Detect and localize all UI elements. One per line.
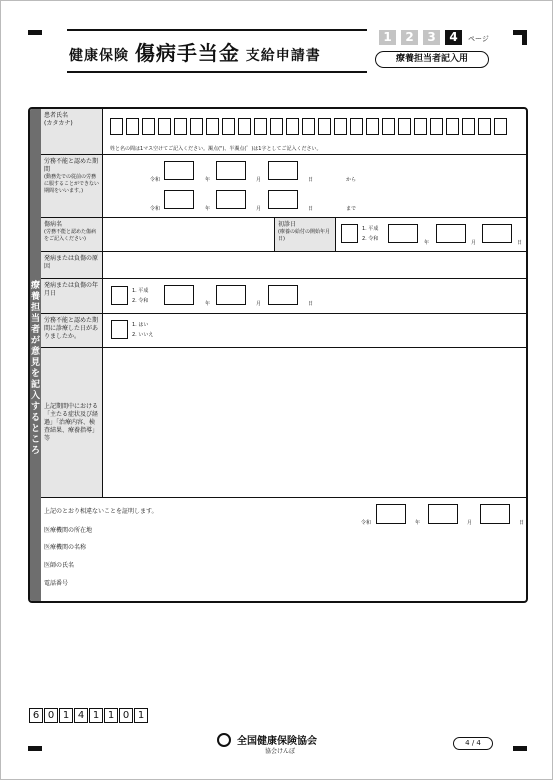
- from-day-field[interactable]: [268, 161, 298, 180]
- form-type-badge: 療養担当者記入用: [375, 51, 489, 68]
- kana-box[interactable]: [398, 118, 411, 135]
- unit-month: 月: [256, 177, 262, 183]
- unit-month: 月: [256, 301, 262, 307]
- kana-box[interactable]: [126, 118, 139, 135]
- form-code-digit: 1: [104, 708, 118, 723]
- unit-year: 年: [205, 301, 211, 307]
- sidebar: [30, 109, 41, 601]
- patient-name-kana-field[interactable]: [110, 109, 520, 141]
- kana-box[interactable]: [414, 118, 427, 135]
- page-title: [69, 37, 321, 66]
- unit-day: 日: [308, 177, 314, 183]
- kana-box[interactable]: [142, 118, 155, 135]
- title-prefix: 健康保険: [69, 48, 129, 64]
- cert-year-field[interactable]: [376, 504, 406, 524]
- kana-box[interactable]: [302, 118, 315, 135]
- page-tab-2: 2: [401, 30, 418, 45]
- institution-name-label: 医療機関の名称: [44, 544, 87, 551]
- injury-month-field[interactable]: [216, 285, 246, 305]
- form-frame: [28, 107, 528, 603]
- to-month-field[interactable]: [216, 190, 246, 209]
- page-tab-4-active: 4: [445, 30, 462, 45]
- visit-label-cell: [41, 314, 103, 347]
- unit-year: 年: [415, 520, 421, 526]
- row-divider: [41, 278, 528, 279]
- period-sublabel: (動務先での従前の労務に服することができない期間をいいます。): [44, 174, 100, 194]
- kana-box[interactable]: [174, 118, 187, 135]
- page-tab-3: 3: [423, 30, 440, 45]
- form-code-digit: 0: [44, 708, 58, 723]
- onset-sublabel: (療養の給付の開始年月日): [278, 229, 330, 242]
- row-divider: [41, 154, 528, 155]
- unit-day: 日: [517, 240, 523, 246]
- form-code-digit: 1: [134, 708, 148, 723]
- injury-year-field[interactable]: [164, 285, 194, 305]
- form-code-digit: 4: [74, 708, 88, 723]
- kana-box[interactable]: [366, 118, 379, 135]
- form-code-digit: 0: [119, 708, 133, 723]
- course-field[interactable]: [104, 348, 528, 497]
- registration-mark-top-left: [28, 30, 42, 35]
- cause-field[interactable]: [104, 252, 528, 278]
- registration-mark-top-right: [522, 30, 527, 45]
- title-suffix: 支給申請書: [245, 48, 321, 64]
- kana-box[interactable]: [286, 118, 299, 135]
- from-month-field[interactable]: [216, 161, 246, 180]
- era-reiwa: 令和: [150, 177, 161, 183]
- cert-day-field[interactable]: [480, 504, 510, 524]
- kana-box[interactable]: [110, 118, 123, 135]
- onset-year-field[interactable]: [388, 224, 418, 243]
- from-label: から: [346, 177, 357, 183]
- onset-label: 初診日: [278, 221, 297, 228]
- period-label: 労務不能と認めた期間: [44, 158, 99, 173]
- era-reiwa: 令和: [361, 520, 372, 526]
- institution-address-label: 医療機関の所在地: [44, 527, 93, 534]
- unit-day: 日: [308, 301, 314, 307]
- injury-day-field[interactable]: [268, 285, 298, 305]
- unit-month: 月: [256, 206, 262, 212]
- era-option-heisei: 1. 平成: [362, 226, 379, 232]
- answer-no: 2. いいえ: [132, 332, 154, 338]
- course-label-cell: [41, 348, 103, 497]
- certification-statement: 上記のとおり相違ないことを証明します。: [44, 508, 158, 515]
- organization-name: 全国健康保険協会: [237, 736, 317, 747]
- era-option-reiwa: 2. 令和: [132, 298, 149, 304]
- form-code-digit: 1: [89, 708, 103, 723]
- form-code-digit: 1: [59, 708, 73, 723]
- disease-label-cell: [41, 218, 103, 251]
- page-label: ページ: [468, 35, 489, 43]
- cert-month-field[interactable]: [428, 504, 458, 524]
- onset-day-field[interactable]: [482, 224, 512, 243]
- unit-year: 年: [205, 206, 211, 212]
- name-entry-note: 姓と名の間は1マス空けてご記入ください。濁点(")、半濁点(゜)は1字としてご記入ください。: [110, 146, 322, 152]
- course-label: 上記期間中における「主たる症状及び経過」「治療内容、検査結果、療養指導」等: [44, 403, 99, 442]
- era-reiwa: 令和: [150, 206, 161, 212]
- kana-box[interactable]: [222, 118, 235, 135]
- organization-logo-icon: [217, 733, 231, 747]
- to-day-field[interactable]: [268, 190, 298, 209]
- unit-day: 日: [308, 206, 314, 212]
- unit-year: 年: [205, 177, 211, 183]
- onset-era-field[interactable]: [341, 224, 358, 243]
- kana-box[interactable]: [478, 118, 491, 135]
- title-main: 傷病手当金: [134, 41, 240, 65]
- kana-box[interactable]: [430, 118, 443, 135]
- kana-box[interactable]: [350, 118, 363, 135]
- disease-sublabel: (労務不能と認めた傷病をご記入ください): [44, 229, 96, 242]
- sidebar-vertical-text: 療養担当者が意見を記入するところ: [30, 281, 40, 456]
- row-divider: [41, 313, 528, 314]
- kana-box[interactable]: [206, 118, 219, 135]
- kana-box[interactable]: [382, 118, 395, 135]
- visit-answer-field[interactable]: [111, 320, 128, 339]
- injury-date-label: 発病または負傷の年月日: [44, 282, 99, 297]
- onset-label-cell: [274, 218, 336, 251]
- answer-yes: 1. はい: [132, 322, 149, 328]
- to-label: まで: [346, 206, 357, 212]
- kana-box[interactable]: [494, 118, 507, 135]
- kana-box[interactable]: [446, 118, 459, 135]
- period-label-cell: [41, 155, 103, 217]
- disease-field[interactable]: [104, 218, 274, 251]
- kana-box[interactable]: [254, 118, 267, 135]
- phone-number-label: 電話番号: [44, 580, 69, 587]
- page-number: 4 / 4: [453, 737, 493, 750]
- patient-name-label: 患者氏名: [44, 112, 69, 119]
- unit-day: 日: [519, 520, 525, 526]
- to-year-field[interactable]: [164, 190, 194, 209]
- era-option-heisei: 1. 平成: [132, 288, 149, 294]
- patient-name-label-cell: [41, 109, 103, 154]
- kana-box[interactable]: [190, 118, 203, 135]
- injury-era-field[interactable]: [111, 286, 128, 305]
- era-option-reiwa: 2. 令和: [362, 236, 379, 242]
- kana-box[interactable]: [462, 118, 475, 135]
- onset-month-field[interactable]: [436, 224, 466, 243]
- cause-label-cell: [41, 252, 103, 278]
- patient-name-sublabel: (カタカナ): [44, 120, 73, 127]
- injury-date-label-cell: [41, 279, 103, 313]
- page-tab-1: 1: [379, 30, 396, 45]
- cause-label: 発病または負傷の原因: [44, 255, 99, 270]
- kana-box[interactable]: [318, 118, 331, 135]
- registration-mark-bottom-left: [28, 746, 42, 751]
- unit-month: 月: [467, 520, 473, 526]
- kana-box[interactable]: [334, 118, 347, 135]
- row-divider: [41, 497, 528, 498]
- kana-box[interactable]: [158, 118, 171, 135]
- visit-label: 労務不能と認めた期間に診療した日がありましたか。: [44, 317, 99, 340]
- registration-mark-bottom-right: [513, 746, 527, 751]
- form-code-digit: 6: [29, 708, 43, 723]
- kana-box[interactable]: [238, 118, 251, 135]
- organization-subname: 協会けんぽ: [265, 748, 296, 755]
- kana-box[interactable]: [270, 118, 283, 135]
- unit-month: 月: [471, 240, 477, 246]
- doctor-name-label: 医師の氏名: [44, 562, 75, 569]
- disease-label: 傷病名: [44, 221, 63, 228]
- unit-year: 年: [424, 240, 430, 246]
- from-year-field[interactable]: [164, 161, 194, 180]
